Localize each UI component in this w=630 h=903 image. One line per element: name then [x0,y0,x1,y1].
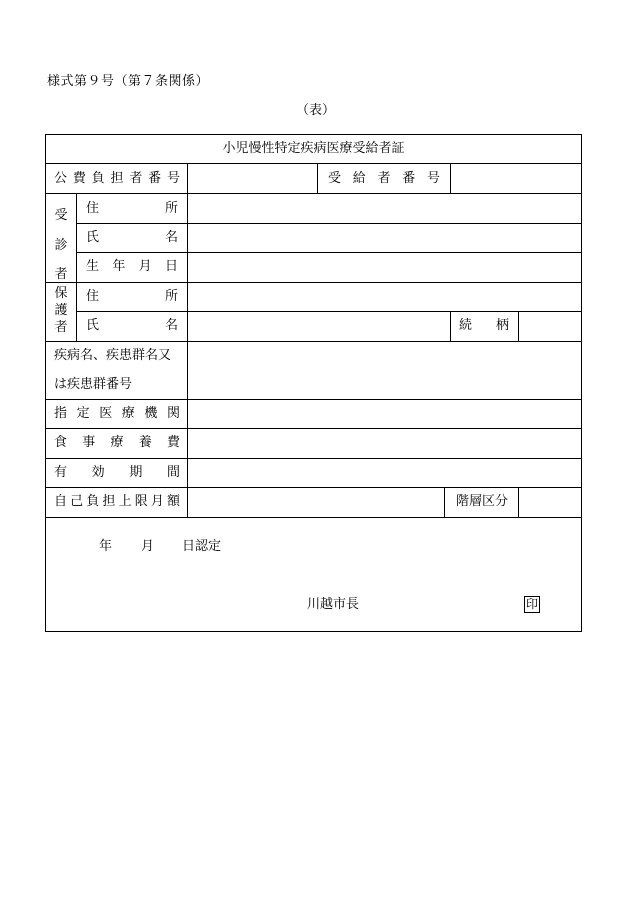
relationship-label: 続柄 [459,318,509,333]
guardian-group-label: 保護者 [54,286,68,335]
patient-group-label: 受診者 [54,208,68,283]
patient-birthdate-label: 生年月日 [86,259,178,274]
disease-name-label-line1: 疾病名、疾患群名又 [54,348,172,363]
seal-mark: 印 [526,597,539,611]
cert-day-label: 日認定 [182,539,222,554]
issuer-name: 川越市長 [307,597,360,612]
guardian-name-label: 氏名 [86,318,178,333]
designated-institution-label: 指定医療機関 [54,406,180,421]
cert-year-label: 年 [99,539,113,554]
tier-label: 階層区分 [455,494,508,509]
certificate-title: 小児慢性特定疾病医療受給者証 [222,141,405,156]
disease-name-label-line2: は疾患群番号 [54,377,133,392]
validity-period-label: 有効期間 [54,465,180,480]
copay-limit-label: 自己負担上限月額 [54,494,180,509]
guardian-address-label: 住所 [86,289,178,304]
patient-address-label: 住所 [86,201,178,216]
cert-month-label: 月 [141,539,155,554]
form-number: 様式第９号（第７条関係） [47,74,210,89]
patient-name-label: 氏名 [86,230,178,245]
meal-cost-label: 食事療養費 [54,435,180,450]
recipient-number-label: 受給者番号 [328,171,440,186]
public-payer-number-label: 公費負担者番号 [54,171,180,186]
side-label: （表） [296,103,336,118]
certificate-form [45,134,582,632]
